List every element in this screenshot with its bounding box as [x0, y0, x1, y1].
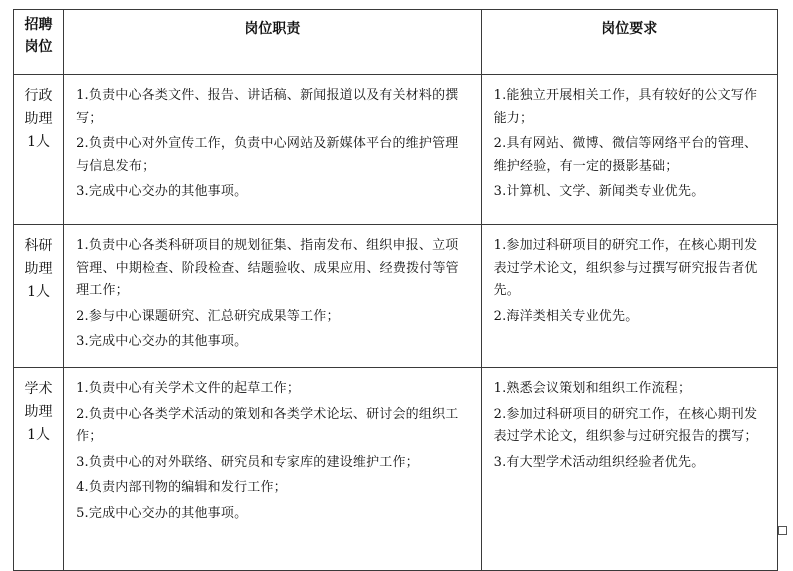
- list-item: 3.完成中心交办的其他事项。: [76, 184, 248, 199]
- duties-cell: [64, 225, 482, 368]
- resize-corner-marker: [778, 526, 787, 535]
- list-item: 2.参与中心课题研究、汇总研究成果等工作；: [76, 308, 340, 324]
- list-item: 3.计算机、文学、新闻类专业优先。: [493, 184, 705, 199]
- header-requirements: 岗位要求: [481, 10, 777, 75]
- list-item: 1.熟悉会议策划和组织工作流程；: [493, 381, 692, 396]
- table-row: [14, 368, 778, 571]
- list-item: 2.负责中心各类学术活动的策划和各类学术论坛、研讨会的组织工作；: [76, 406, 459, 444]
- post-name-line: 科研: [24, 238, 53, 254]
- header-post: [14, 10, 64, 75]
- requirements-cell: [481, 75, 777, 225]
- recruitment-table: [13, 9, 778, 571]
- requirements-cell: [481, 368, 777, 571]
- header-duties: 岗位职责: [64, 10, 482, 75]
- list-item: 2.具有网站、微博、微信等网络平台的管理、维护经验，有一定的摄影基础；: [493, 136, 758, 174]
- header-post-line-1: 招聘: [24, 17, 53, 33]
- post-count: 1人: [27, 284, 50, 300]
- post-name-line: 助理: [24, 404, 53, 420]
- post-name-line: 行政: [24, 88, 53, 104]
- duties-cell: [64, 368, 482, 571]
- post-count: 1人: [27, 427, 50, 443]
- list-item: 2.海洋类相关专业优先。: [493, 308, 639, 324]
- requirements-cell: [481, 225, 777, 368]
- list-item: 3.完成中心交办的其他事项。: [76, 334, 248, 349]
- list-item: 1.能独立开展相关工作，具有较好的公文写作能力；: [493, 88, 758, 126]
- list-item: 4.负责内部刊物的编辑和发行工作；: [76, 480, 287, 495]
- post-count: 1人: [27, 134, 50, 150]
- table-header-row: [14, 10, 778, 75]
- post-name-line: 助理: [24, 261, 53, 277]
- header-post-line-2: 岗位: [24, 39, 53, 55]
- list-item: 2.参加过科研项目的研究工作，在核心期刊发表过学术论文，组织参与过研究报告的撰写；: [493, 406, 758, 444]
- table-row: [14, 75, 778, 225]
- post-name-line: 学术: [24, 381, 53, 397]
- post-name-line: 助理: [24, 111, 53, 127]
- list-item: 3.有大型学术活动组织经验者优先。: [493, 454, 705, 470]
- list-item: 1.参加过科研项目的研究工作，在核心期刊发表过学术论文，组织参与过撰写研究报告者优先。: [493, 238, 758, 298]
- list-item: 3.负责中心的对外联络、研究员和专家库的建设维护工作；: [76, 454, 419, 470]
- post-name: [14, 368, 64, 571]
- post-name: [14, 225, 64, 368]
- duties-cell: [64, 75, 482, 225]
- list-item: 5.完成中心交办的其他事项。: [76, 505, 248, 521]
- post-name: [14, 75, 64, 225]
- list-item: 1.负责中心各类文件、报告、讲话稿、新闻报道以及有关材料的撰写；: [76, 88, 459, 126]
- table-row: [14, 225, 778, 368]
- list-item: 1.负责中心各类科研项目的规划征集、指南发布、组织申报、立项管理、中期检查、阶段检查、结题验收、成果应用、经费拨付等管理工作；: [76, 238, 459, 298]
- list-item: 2.负责中心对外宣传工作，负责中心网站及新媒体平台的维护管理与信息发布；: [76, 136, 459, 174]
- list-item: 1.负责中心有关学术文件的起草工作；: [76, 381, 301, 396]
